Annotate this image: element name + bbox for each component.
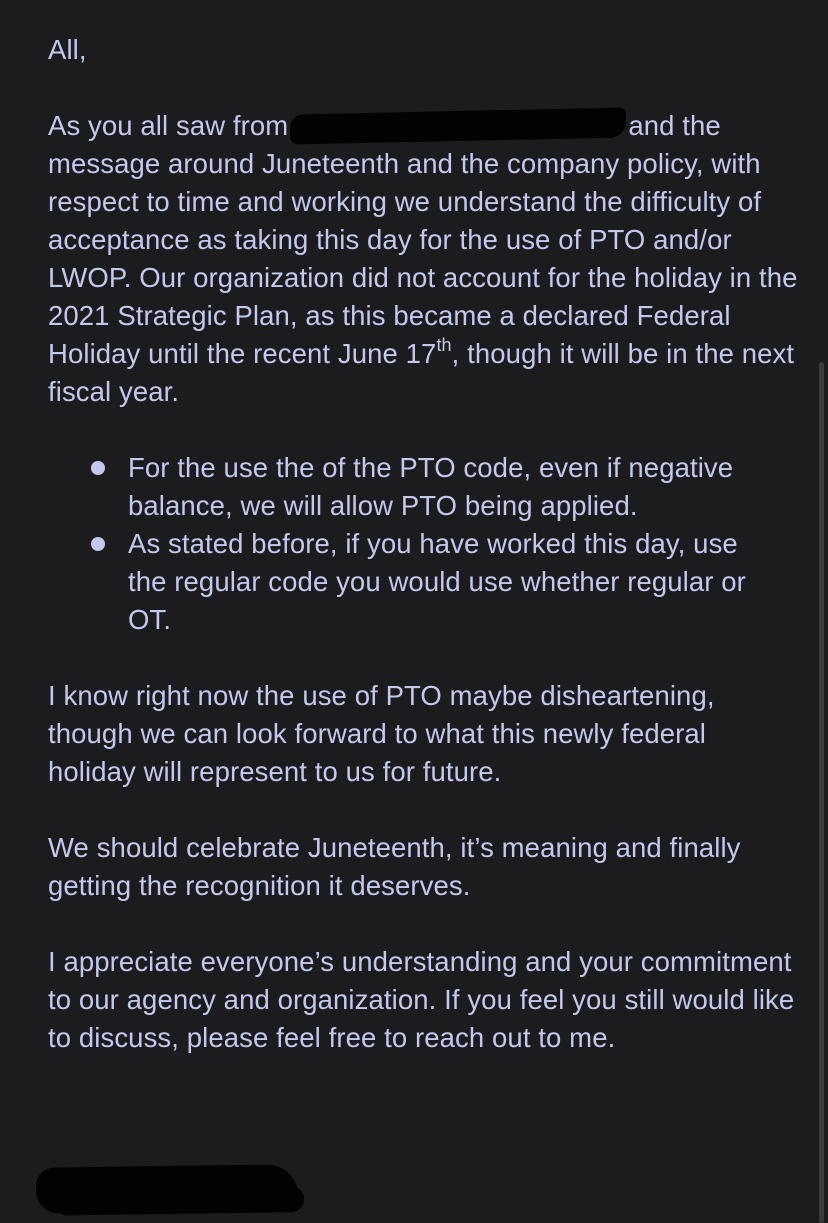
date-ordinal-suffix: th: [436, 335, 452, 355]
email-paragraph-3: We should celebrate Juneteenth, it’s meaning and finally getting the recognition it deserves.: [48, 832, 741, 901]
redacted-sender-name: [290, 107, 627, 144]
vertical-scrollbar[interactable]: [819, 362, 824, 1223]
email-paragraph-4: I appreciate everyone’s understanding and your commitment to our agency and organization. If you feel you still would like to discuss, please feel free to reach out to me.: [48, 946, 795, 1053]
paragraph-1-intro: As you all saw from: [48, 110, 289, 141]
bullet-item: [128, 449, 768, 525]
paragraph-1-body: and the message around Juneteenth and the company policy, with respect to time and working we understand the difficulty of acceptance as taking this day for the use of PTO and/or LWOP. Our organization did not account for the holiday in the 2021 Strategic Plan, as this became a declared Federal Holiday until the recent June 17: [48, 110, 798, 369]
policy-bullet-list: [48, 449, 798, 639]
bullet-item: [128, 525, 768, 639]
email-greeting: All,: [48, 34, 87, 65]
email-paragraph-2: I know right now the use of PTO maybe disheartening, though we can look forward to what this newly federal holiday will represent to us for future.: [48, 680, 715, 787]
bullet-dot-icon: [91, 537, 105, 551]
email-paragraph-1: [48, 107, 798, 411]
paragraph-spacer: [48, 411, 798, 449]
paragraph-spacer: [48, 69, 798, 107]
paragraph-1-ending: , though it will be in the next fiscal year.: [48, 338, 795, 407]
paragraph-spacer: [48, 639, 798, 677]
paragraph-spacer: [48, 905, 798, 943]
paragraph-spacer: [48, 791, 798, 829]
email-body: [48, 31, 798, 1057]
bullet-item-text: For the use the of the PTO code, even if negative balance, we will allow PTO being applied.: [128, 452, 734, 521]
redacted-signature: [36, 1164, 299, 1214]
bullet-item-text: As stated before, if you have worked this day, use the regular code you would use whether regular or OT.: [128, 528, 746, 635]
bullet-dot-icon: [91, 461, 105, 475]
